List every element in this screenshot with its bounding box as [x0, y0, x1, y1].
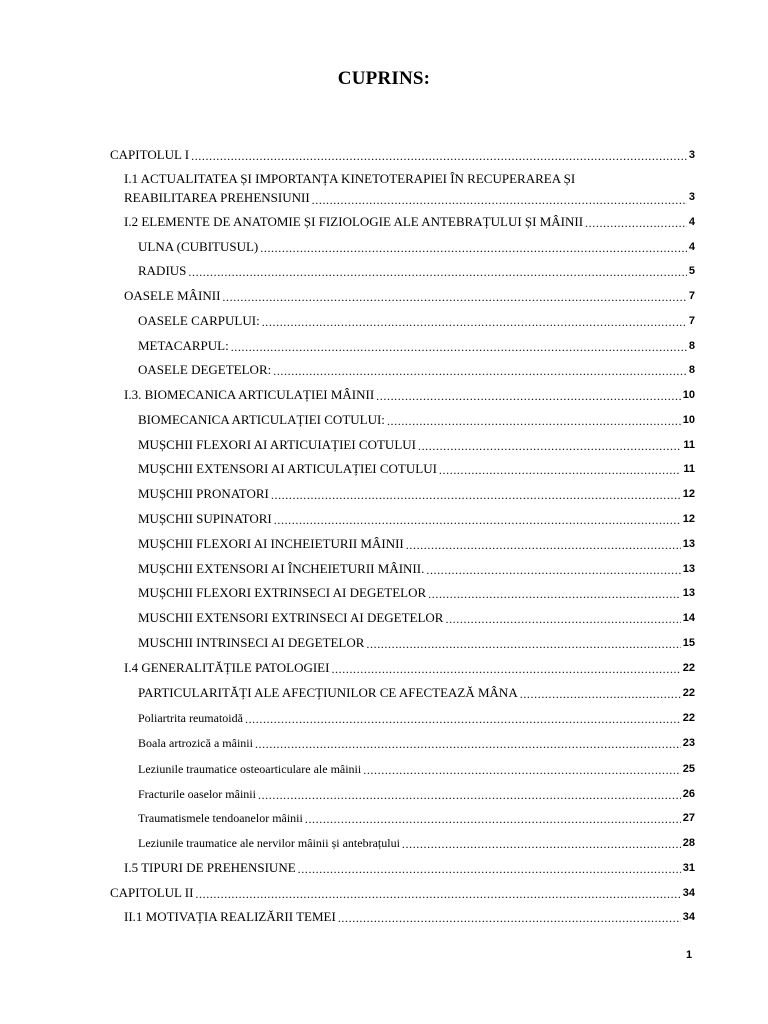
- toc-leader-dots: [258, 788, 681, 802]
- toc-entry-label: CAPITOLUL II: [110, 885, 194, 900]
- toc-entry[interactable]: [138, 263, 695, 279]
- toc-entry-label: Fracturile oaselor mâinii: [138, 787, 256, 801]
- toc-leader-dots: [402, 837, 681, 851]
- toc-entry-label-continued: REABILITAREA PREHENSIUNII: [124, 190, 310, 205]
- toc-entry[interactable]: [138, 486, 695, 502]
- toc-entry[interactable]: [138, 635, 695, 651]
- toc-entry[interactable]: [138, 685, 695, 701]
- toc-entry-page: 26: [682, 788, 695, 800]
- toc-entry[interactable]: [110, 885, 695, 901]
- toc-leader-dots: [255, 737, 681, 751]
- toc-leader-dots: [331, 662, 680, 676]
- toc-leader-dots: [428, 587, 681, 601]
- toc-title: CUPRINS:: [337, 68, 431, 89]
- toc-leader-dots: [366, 637, 680, 651]
- toc-entry-page: 13: [682, 563, 695, 575]
- toc-leader-dots: [245, 712, 681, 726]
- toc-leader-dots: [231, 340, 687, 354]
- toc-leader-dots: [406, 538, 681, 552]
- toc-leader-dots: [273, 364, 687, 378]
- toc-entry-page: 7: [688, 315, 695, 327]
- toc-entry-page: 3: [688, 191, 695, 203]
- toc-entry-label: MUȘCHII SUPINATORI: [138, 511, 272, 526]
- toc-entry-page: 22: [682, 687, 695, 699]
- toc-entry[interactable]: [124, 214, 695, 230]
- toc-entry-label: Boala artrozică a mâinii: [138, 736, 253, 750]
- toc-entry-page: 5: [688, 265, 695, 277]
- toc-entry-label: MUȘCHII EXTENSORI AI ARTICULAȚIEI COTULUI: [138, 461, 437, 476]
- toc-entry-label: RADIUS: [138, 263, 187, 278]
- toc-leader-dots: [387, 414, 681, 428]
- toc-leader-dots: [260, 241, 687, 255]
- toc-entry-page: 11: [683, 439, 695, 451]
- toc-entry[interactable]: [138, 412, 695, 428]
- toc-entry-label: METACARPUL:: [138, 338, 229, 353]
- toc-leader-dots: [298, 862, 681, 876]
- toc-leader-dots: [262, 315, 687, 329]
- toc-leader-dots: [188, 265, 686, 279]
- toc-entry-page: 13: [682, 538, 695, 550]
- toc-entry[interactable]: [138, 835, 695, 851]
- toc-entry-page: 12: [682, 513, 695, 525]
- toc-entry[interactable]: [124, 909, 695, 925]
- toc-entry-label: OASELE MÂINII: [124, 288, 221, 303]
- toc-entry-label: I.5 TIPURI DE PREHENSIUNE: [124, 860, 296, 875]
- toc-entry-page: 34: [682, 887, 695, 899]
- toc-entry-label: II.1 MOTIVAȚIA REALIZĂRII TEMEI: [124, 909, 336, 924]
- toc-entry-page: 10: [682, 389, 695, 401]
- toc-leader-dots: [363, 763, 681, 777]
- toc-entry-label: MUSCHII INTRINSECI AI DEGETELOR: [138, 635, 365, 650]
- footer-page-number: 1: [686, 949, 693, 961]
- toc-entry[interactable]: [138, 585, 695, 601]
- toc-leader-dots: [312, 193, 687, 207]
- toc-entry[interactable]: [138, 338, 695, 354]
- toc-leader-dots: [222, 290, 686, 304]
- toc-leader-dots: [305, 812, 681, 826]
- toc-leader-dots: [271, 488, 681, 502]
- toc-entry[interactable]: [138, 239, 695, 255]
- toc-entry-label: MUȘCHII FLEXORI AI ARTICUIAȚIEI COTULUI: [138, 437, 416, 452]
- toc-leader-dots: [376, 389, 681, 403]
- toc-entry-page: 34: [682, 911, 695, 923]
- toc-entry[interactable]: [138, 313, 695, 329]
- toc-entry-label: OASELE CARPULUI:: [138, 313, 260, 328]
- toc-leader-dots: [439, 463, 681, 477]
- toc-entry-label: ULNA (CUBITUSUL): [138, 239, 259, 254]
- toc-entry[interactable]: [138, 735, 695, 751]
- toc-entry[interactable]: [110, 147, 695, 163]
- toc-entry[interactable]: [138, 511, 695, 527]
- toc-entry-page: 27: [682, 812, 695, 824]
- toc-entry-label: I.2 ELEMENTE DE ANATOMIE ȘI FIZIOLOGIE ALE ANTEBRAȚULUI ȘI MÂINII: [124, 214, 584, 229]
- toc-entry-page: 15: [682, 637, 695, 649]
- toc-entry-label: Leziunile traumatice osteoarticulare ale mâinii: [138, 762, 362, 776]
- toc-entry-label: CAPITOLUL I: [110, 147, 190, 162]
- toc-entry-label: MUSCHII EXTENSORI EXTRINSECI AI DEGETELOR: [138, 610, 444, 625]
- toc-entry-label: Poliartrita reumatoidă: [138, 711, 243, 725]
- toc-entry-label: MUȘCHII EXTENSORI AI ÎNCHEIETURII MÂINII.: [138, 561, 425, 576]
- toc-entry-label: PARTICULARITĂȚI ALE AFECȚIUNILOR CE AFECTEAZĂ MÂNA: [138, 685, 518, 700]
- toc-entry-label: I.3. BIOMECANICA ARTICULAȚIEI MÂINII: [124, 387, 375, 402]
- toc-leader-dots: [191, 149, 687, 163]
- toc-entry-label: I.1 ACTUALITATEA ȘI IMPORTANȚA KINETOTERAPIEI ÎN RECUPERAREA ȘI: [124, 171, 576, 186]
- toc-leader-dots: [195, 887, 680, 901]
- toc-entry-label: MUȘCHII FLEXORI EXTRINSECI AI DEGETELOR: [138, 585, 427, 600]
- toc-entry[interactable]: [138, 761, 695, 777]
- toc-entry[interactable]: [138, 561, 695, 577]
- toc-entry-label: Leziunile traumatice ale nervilor mâinii și antebrațului: [138, 836, 400, 850]
- toc-entry-label: OASELE DEGETELOR:: [138, 362, 272, 377]
- toc-leader-dots: [338, 911, 681, 925]
- toc-entry-page: 13: [682, 587, 695, 599]
- toc-entry[interactable]: [138, 362, 695, 378]
- toc-entry-label: MUȘCHII PRONATORI: [138, 486, 269, 501]
- toc-leader-dots: [445, 612, 680, 626]
- toc-entry[interactable]: [124, 169, 695, 207]
- toc-entry-page: 4: [688, 241, 695, 253]
- toc-entry-page: 14: [682, 612, 695, 624]
- toc-entry[interactable]: [124, 288, 695, 304]
- toc-entry-page: 8: [688, 340, 695, 352]
- toc-entry[interactable]: [138, 810, 695, 826]
- toc-entry-page: 8: [688, 364, 695, 376]
- toc-entry-page: 25: [682, 763, 695, 775]
- toc-entry[interactable]: [138, 536, 695, 552]
- toc-entry[interactable]: [138, 437, 695, 453]
- toc-entry-page: 28: [682, 837, 695, 849]
- toc-entry[interactable]: [138, 610, 695, 626]
- toc-entry-page: 11: [683, 463, 695, 475]
- toc-entry[interactable]: [138, 710, 695, 726]
- toc-entry-page: 22: [682, 662, 695, 674]
- toc-entry-label: Traumatismele tendoanelor mâinii: [138, 811, 303, 825]
- toc-entry-label: I.4 GENERALITĂȚILE PATOLOGIEI: [124, 660, 330, 675]
- toc-entry-page: 7: [688, 290, 695, 302]
- toc-entry-page: 23: [682, 737, 695, 749]
- toc-entry[interactable]: [124, 860, 695, 876]
- toc-entry-page: 10: [682, 414, 695, 426]
- toc-entry[interactable]: [124, 660, 695, 676]
- toc-entry-page: 31: [682, 862, 695, 874]
- toc-entry-page: 22: [682, 712, 695, 724]
- toc-entry-label: BIOMECANICA ARTICULAȚIEI COTULUI:: [138, 412, 385, 427]
- toc-leader-dots: [585, 216, 687, 230]
- toc-entry-page: 4: [688, 216, 695, 228]
- toc-entry[interactable]: [124, 387, 695, 403]
- toc-entry-page: 12: [682, 488, 695, 500]
- toc-entry-page: 3: [688, 149, 695, 161]
- toc-entry[interactable]: [138, 461, 695, 477]
- toc-leader-dots: [426, 563, 680, 577]
- toc-leader-dots: [274, 513, 681, 527]
- toc-leader-dots: [520, 687, 681, 701]
- toc-leader-dots: [418, 439, 681, 453]
- toc-entry-label: MUȘCHII FLEXORI AI INCHEIETURII MÂINII: [138, 536, 404, 551]
- toc-entry[interactable]: [138, 786, 695, 802]
